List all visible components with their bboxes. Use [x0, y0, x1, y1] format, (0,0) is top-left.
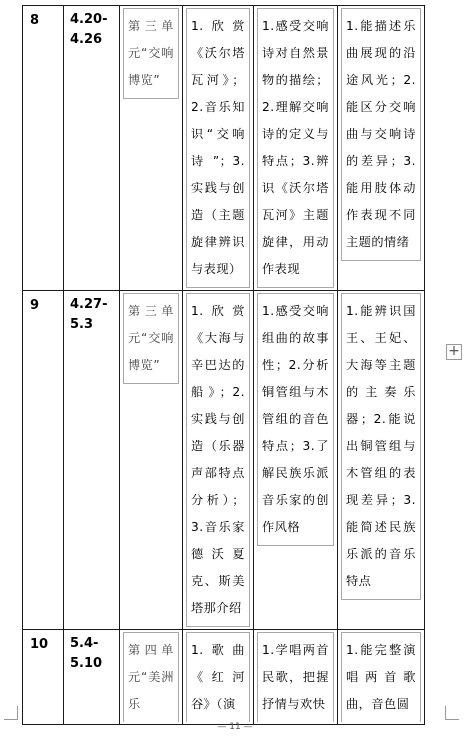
- abilities-cell: [338, 630, 425, 725]
- lesson-content: 1.歌曲《红河谷》（演: [191, 643, 245, 711]
- abilities-cell: [338, 291, 425, 630]
- unit-name: 第三单元“交响博览”: [128, 19, 174, 87]
- date-cell: [64, 6, 120, 291]
- goals-cell: [254, 6, 338, 291]
- lesson-abilities: 1.能描述乐曲展现的沿途风光；2.能区分交响曲与交响诗的差异；3.能用肢体动作表现不同主题的情绪: [346, 19, 416, 249]
- week-number: 8: [30, 13, 40, 28]
- table-row: [23, 630, 425, 725]
- page-corner-mark-right: [445, 706, 459, 720]
- week-cell: [23, 6, 64, 291]
- lesson-content: 1.欣赏《大海与辛巴达的船》；2.实践与创造（乐器声部特点分析）；3.音乐家德沃夏克、斯美塔那介绍: [191, 304, 245, 615]
- lesson-goals: 1.学唱两首民歌，把握抒情与欢快: [262, 643, 329, 711]
- week-number: 10: [30, 637, 49, 652]
- unit-cell: [120, 291, 183, 630]
- goals-cell: [254, 630, 338, 725]
- week-number: 9: [30, 298, 40, 313]
- page-corner-mark-left: [4, 706, 18, 720]
- date-range: 4.27-5.3: [70, 297, 108, 332]
- schedule-table: [22, 5, 425, 725]
- abilities-cell: [338, 6, 425, 291]
- content-cell: [183, 291, 254, 630]
- table-row: [23, 291, 425, 630]
- date-cell: [64, 291, 120, 630]
- week-cell: [23, 291, 64, 630]
- lesson-abilities: 1.能辨识国王、王妃、大海等主题的主奏乐器；2.能说出铜管组与木管组的表现差异；3.能简述民族乐派的音乐特点: [346, 304, 416, 588]
- lesson-content: 1.欣赏《沃尔塔瓦河》；2.音乐知识“交响诗”；3.实践与创造（主题旋律辨识与表现）: [191, 19, 245, 276]
- goals-cell: [254, 291, 338, 630]
- date-range: 4.20-4.26: [70, 12, 108, 47]
- unit-cell: [120, 6, 183, 291]
- lesson-goals: 1.感受交响诗对自然景物的描绘；2.理解交响诗的定义与特点；3.辨识《沃尔塔瓦河》主题旋律，用动作表现: [262, 19, 329, 276]
- date-cell: [64, 630, 120, 725]
- unit-name: 第四单元“美洲乐: [128, 643, 174, 711]
- content-cell: [183, 6, 254, 291]
- date-range: 5.4-5.10: [70, 636, 103, 671]
- unit-name: 第三单元“交响博览”: [128, 304, 174, 372]
- unit-cell: [120, 630, 183, 725]
- lesson-goals: 1.感受交响组曲的故事性；2.分析铜管组与木管组的音色特点；3.了解民族乐派音乐家的创作风格: [262, 304, 329, 534]
- week-cell: [23, 630, 64, 725]
- page-number: — 11 —: [217, 722, 253, 732]
- table-row: [23, 6, 425, 291]
- content-cell: [183, 630, 254, 725]
- add-row-button[interactable]: +: [446, 344, 462, 360]
- lesson-abilities: 1.能完整演唱两首歌曲，音色圆: [346, 643, 416, 711]
